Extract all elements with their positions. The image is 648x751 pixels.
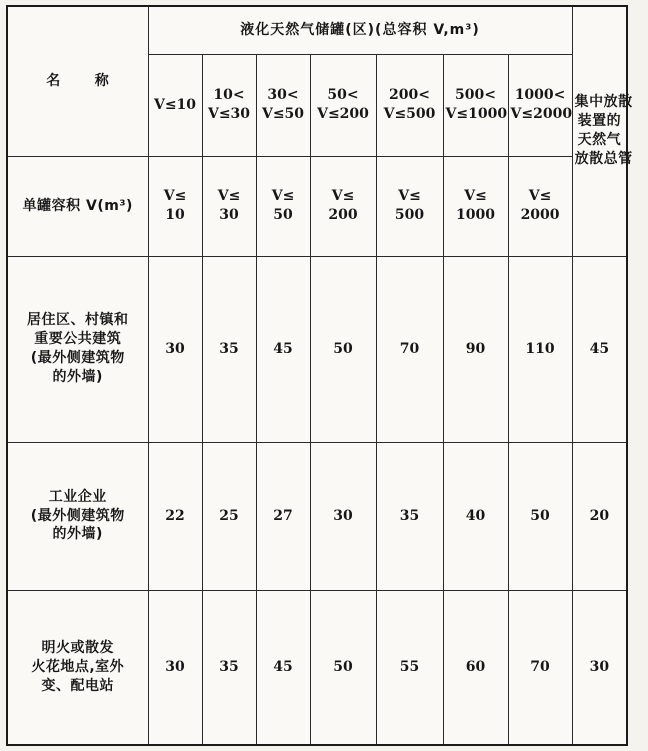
- range-header: [202, 54, 256, 156]
- range-line: V≤500: [383, 106, 436, 122]
- capacity-cell: [508, 156, 572, 256]
- capacity-line: V≤: [331, 188, 355, 205]
- distance-cell: 30: [148, 590, 202, 745]
- capacity-line: V≤: [528, 188, 552, 205]
- range-line: 200<: [389, 87, 430, 104]
- range-line: V≤30: [207, 106, 251, 122]
- distance-cell: 70: [376, 256, 443, 442]
- capacity-cell: [310, 156, 376, 256]
- distance-cell: 35: [202, 256, 256, 442]
- vent-header-line: 集中放散: [574, 94, 633, 111]
- row-label-open-flame: [7, 590, 148, 745]
- range-line: 10<: [213, 87, 245, 104]
- capacity-line: V≤: [398, 188, 421, 205]
- name-header-char-2: 称: [94, 72, 110, 89]
- range-line: V≤10: [153, 96, 197, 113]
- row-label-line: 火花地点,室外: [31, 658, 125, 675]
- distance-cell: 35: [376, 442, 443, 590]
- capacity-line: V≤: [217, 188, 241, 205]
- range-line: V≤50: [261, 106, 305, 122]
- capacity-line: 30: [219, 207, 239, 223]
- capacity-line: 500: [394, 207, 425, 223]
- range-header: [256, 54, 310, 156]
- distance-cell: 50: [310, 590, 376, 745]
- range-header: [508, 54, 572, 156]
- range-line: 1000<: [514, 87, 566, 104]
- distance-cell: 45: [256, 256, 310, 442]
- distance-cell: 90: [443, 256, 508, 442]
- vent-header-line: 天然气: [577, 132, 622, 149]
- vent-distance-cell: 45: [572, 256, 627, 442]
- capacity-cell: [376, 156, 443, 256]
- row-label-line: 居住区、村镇和: [27, 312, 129, 329]
- range-line: 500<: [455, 87, 496, 104]
- range-header: [376, 54, 443, 156]
- range-line: 50<: [327, 87, 359, 104]
- vent-distance-cell: 30: [572, 590, 627, 745]
- row-label-line: 明火或散发: [41, 639, 114, 656]
- distance-cell: 60: [443, 590, 508, 745]
- vent-header-line: 放散总管: [574, 151, 633, 168]
- range-header: [310, 54, 376, 156]
- vent-header-line: 装置的: [577, 113, 622, 130]
- capacity-line: V≤: [271, 188, 295, 205]
- capacity-line: 1000: [456, 207, 495, 223]
- distance-cell: 30: [148, 256, 202, 442]
- capacity-line: 2000: [520, 207, 560, 223]
- distance-cell: 45: [256, 590, 310, 745]
- distance-cell: 50: [508, 442, 572, 590]
- distance-cell: 55: [376, 590, 443, 745]
- row-label-line: 的外墙): [52, 368, 103, 385]
- tank-volume-group-header: 液化天然气储罐(区)(总容积 V,m³): [148, 6, 572, 54]
- capacity-cell: [443, 156, 508, 256]
- spacing-table: [6, 5, 633, 746]
- capacity-cell: [202, 156, 256, 256]
- capacity-label: 单罐容积 V(m³): [7, 156, 148, 256]
- distance-cell: 70: [508, 590, 572, 745]
- row-label-line: 工业企业: [48, 488, 107, 505]
- distance-cell: 35: [202, 590, 256, 745]
- row-label-line: (最外侧建筑物: [30, 350, 125, 366]
- name-header: [7, 6, 148, 156]
- capacity-cell: [256, 156, 310, 256]
- distance-cell: 22: [148, 442, 202, 590]
- distance-cell: 110: [508, 256, 572, 442]
- capacity-line: 50: [273, 207, 293, 223]
- range-header: [148, 54, 202, 156]
- capacity-cell: [148, 156, 202, 256]
- name-header-char-1: 名: [46, 72, 61, 89]
- range-line: V≤200: [317, 106, 369, 122]
- distance-cell: 50: [310, 256, 376, 442]
- row-label-industrial: [7, 442, 148, 590]
- distance-cell: 30: [310, 442, 376, 590]
- capacity-line: 10: [165, 207, 185, 223]
- distance-cell: 40: [443, 442, 508, 590]
- row-label-line: 重要公共建筑: [34, 331, 122, 348]
- vent-distance-cell: 20: [572, 442, 627, 590]
- range-line: V≤2000: [510, 106, 573, 122]
- range-line: V≤1000: [445, 106, 508, 122]
- distance-cell: 25: [202, 442, 256, 590]
- row-label-residential: [7, 256, 148, 442]
- row-label-line: 的外墙): [52, 526, 103, 543]
- row-label-line: (最外侧建筑物: [30, 507, 125, 524]
- distance-cell: 27: [256, 442, 310, 590]
- capacity-line: V≤: [163, 188, 187, 205]
- capacity-line: V≤: [464, 188, 487, 205]
- vent-header: [572, 6, 633, 256]
- range-line: 30<: [267, 87, 299, 104]
- row-label-line: 变、配电站: [41, 677, 114, 694]
- range-header: [443, 54, 508, 156]
- capacity-line: 200: [328, 207, 358, 223]
